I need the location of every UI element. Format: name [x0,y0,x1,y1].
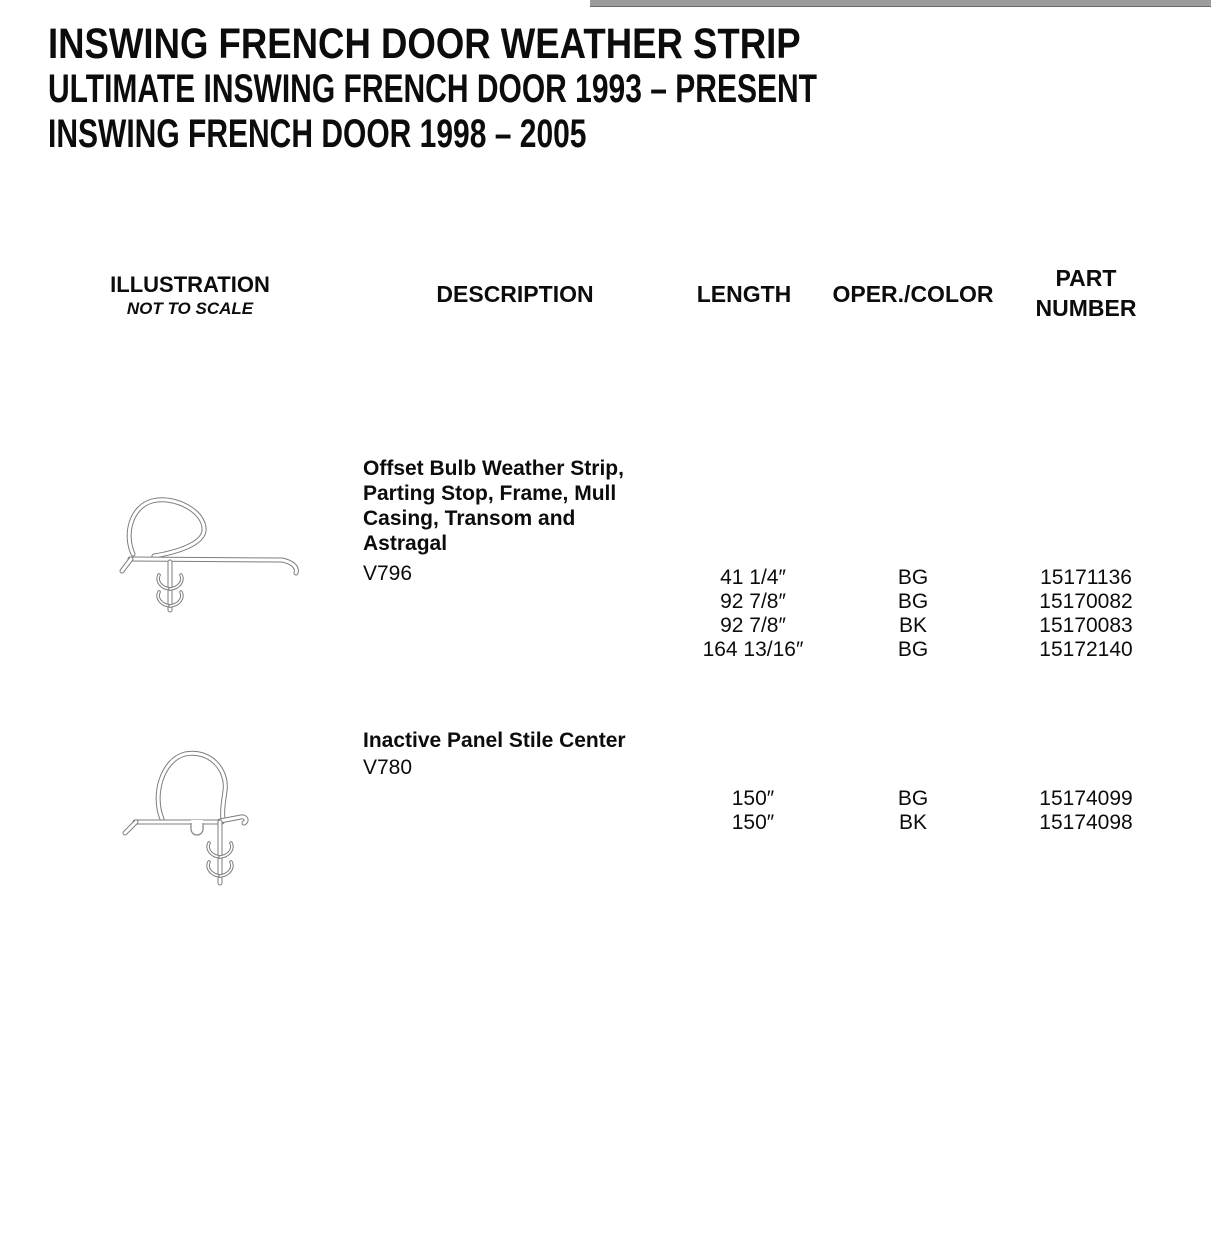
length-cell: 164 13/16″ [702,638,804,661]
part-number-cell: 15171136 [1040,566,1132,589]
length-cell: 41 1/4″ [720,566,786,589]
length-cell: 92 7/8″ [720,590,786,613]
oper-color-cell: BG [897,590,929,613]
column-header-illustration-label: ILLUSTRATION [110,272,270,297]
table-row [0,614,1211,638]
oper-color-cell: BK [898,614,927,637]
column-header-oper-color: OPER./COLOR [832,281,994,307]
column-header-illustration [90,272,290,320]
column-header-illustration-note: NOT TO SCALE [126,299,254,318]
table-row [0,566,1211,590]
column-header-part-number [986,263,1186,323]
part-number-cell: 15172140 [1039,638,1133,661]
page-title: INSWING FRENCH DOOR WEATHER STRIP [48,20,801,68]
column-header-part-line2: NUMBER [1035,295,1137,321]
oper-color-cell: BK [898,811,927,834]
part-number-cell: 15170083 [1039,614,1133,637]
description-line: Casing, Transom and [363,507,576,530]
table-row [0,638,1211,662]
product-description [363,728,626,753]
oper-color-cell: BG [897,787,929,810]
page-subtitle-2: INSWING FRENCH DOOR 1998 – 2005 [48,112,587,156]
part-number-cell: 15174098 [1039,811,1133,834]
description-line: Offset Bulb Weather Strip, [363,457,624,480]
length-cell: 92 7/8″ [720,614,786,637]
page-subtitle-1: ULTIMATE INSWING FRENCH DOOR 1993 – PRESENT [48,67,817,111]
oper-color-cell: BG [897,638,929,661]
oper-color-cell: BG [897,566,929,589]
description-line: Astragal [363,532,448,555]
part-number-cell: 15170082 [1039,590,1133,613]
product-model: V796 [363,562,413,585]
table-row [0,590,1211,614]
description-line: Inactive Panel Stile Center [363,729,626,752]
length-cell: 150″ [731,787,775,810]
column-header-part-line1: PART [1055,265,1117,291]
part-number-cell: 15174099 [1039,787,1133,810]
table-row [0,811,1211,835]
column-header-length: LENGTH [696,281,792,307]
column-header-description: DESCRIPTION [436,281,594,307]
product-description [363,456,624,556]
description-line: Parting Stop, Frame, Mull [363,482,617,505]
table-row [0,787,1211,811]
length-cell: 150″ [731,811,775,834]
product-model: V780 [363,756,413,779]
top-edge-scan-bar [590,0,1211,7]
